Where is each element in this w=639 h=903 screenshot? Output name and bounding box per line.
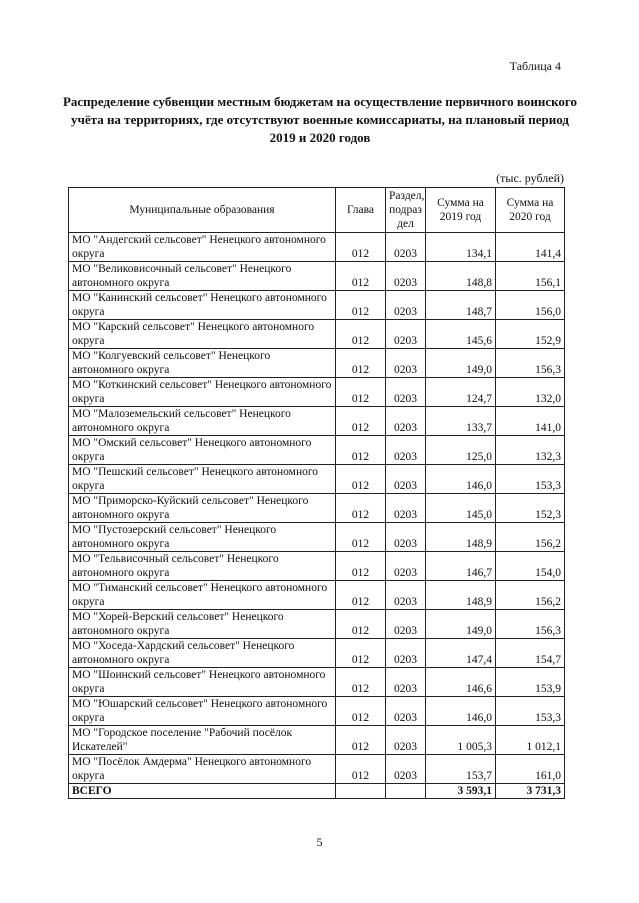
razdel-code: 0203 bbox=[386, 262, 426, 291]
sum-2019: 148,9 bbox=[426, 581, 496, 610]
glava-code: 012 bbox=[336, 523, 386, 552]
total-razdel-cell bbox=[386, 784, 426, 799]
table-row bbox=[69, 552, 565, 581]
razdel-code: 0203 bbox=[386, 291, 426, 320]
razdel-code: 0203 bbox=[386, 436, 426, 465]
glava-code: 012 bbox=[336, 755, 386, 784]
glava-code: 012 bbox=[336, 668, 386, 697]
sum-2020: 161,0 bbox=[496, 755, 565, 784]
sum-2019: 148,8 bbox=[426, 262, 496, 291]
razdel-code: 0203 bbox=[386, 523, 426, 552]
table-row bbox=[69, 668, 565, 697]
razdel-code: 0203 bbox=[386, 552, 426, 581]
header-municipalities: Муниципальные образования bbox=[69, 188, 336, 233]
razdel-code: 0203 bbox=[386, 639, 426, 668]
glava-code: 012 bbox=[336, 436, 386, 465]
table-row bbox=[69, 378, 565, 407]
razdel-code: 0203 bbox=[386, 755, 426, 784]
municipality-name: МО "Пешский сельсовет" Ненецкого автономного округа bbox=[69, 465, 336, 494]
sum-2020: 132,0 bbox=[496, 378, 565, 407]
sum-2020: 156,0 bbox=[496, 291, 565, 320]
sum-2019: 146,7 bbox=[426, 552, 496, 581]
sum-2019: 146,0 bbox=[426, 697, 496, 726]
sum-2020: 156,3 bbox=[496, 610, 565, 639]
municipality-name: МО "Коткинский сельсовет" Ненецкого автономного округа bbox=[69, 378, 336, 407]
glava-code: 012 bbox=[336, 552, 386, 581]
table-row bbox=[69, 639, 565, 668]
table-row bbox=[69, 581, 565, 610]
razdel-code: 0203 bbox=[386, 233, 426, 262]
sum-2019: 134,1 bbox=[426, 233, 496, 262]
sum-2019: 148,9 bbox=[426, 523, 496, 552]
municipality-name: МО "Городское поселение "Рабочий посёлок Искателей" bbox=[69, 726, 336, 755]
sum-2019: 147,4 bbox=[426, 639, 496, 668]
sum-2020: 1 012,1 bbox=[496, 726, 565, 755]
page-number: 5 bbox=[316, 835, 323, 849]
table-row bbox=[69, 697, 565, 726]
total-label: ВСЕГО bbox=[69, 784, 336, 799]
table-row bbox=[69, 349, 565, 378]
municipality-name: МО "Шоинский сельсовет" Ненецкого автономного округа bbox=[69, 668, 336, 697]
razdel-code: 0203 bbox=[386, 581, 426, 610]
table-row bbox=[69, 610, 565, 639]
municipality-name: МО "Тельвисочный сельсовет" Ненецкого автономного округа bbox=[69, 552, 336, 581]
razdel-code: 0203 bbox=[386, 726, 426, 755]
sum-2019: 124,7 bbox=[426, 378, 496, 407]
glava-code: 012 bbox=[336, 465, 386, 494]
municipality-name: МО "Великовисочный сельсовет" Ненецкого автономного округа bbox=[69, 262, 336, 291]
sum-2019: 148,7 bbox=[426, 291, 496, 320]
glava-code: 012 bbox=[336, 378, 386, 407]
header-sum-2020: Сумма на 2020 год bbox=[496, 188, 565, 233]
glava-code: 012 bbox=[336, 639, 386, 668]
municipality-name: МО "Колгуевский сельсовет" Ненецкого автономного округа bbox=[69, 349, 336, 378]
sum-2020: 141,0 bbox=[496, 407, 565, 436]
table-label: Таблица 4 bbox=[509, 59, 561, 73]
razdel-code: 0203 bbox=[386, 320, 426, 349]
total-glava-cell bbox=[336, 784, 386, 799]
glava-code: 012 bbox=[336, 697, 386, 726]
sum-2019: 146,0 bbox=[426, 465, 496, 494]
table-row bbox=[69, 291, 565, 320]
municipality-name: МО "Карский сельсовет" Ненецкого автономного округа bbox=[69, 320, 336, 349]
sum-2020: 154,0 bbox=[496, 552, 565, 581]
sum-2019: 133,7 bbox=[426, 407, 496, 436]
sum-2019: 1 005,3 bbox=[426, 726, 496, 755]
table-row bbox=[69, 465, 565, 494]
municipality-name: МО "Тиманский сельсовет" Ненецкого автономного округа bbox=[69, 581, 336, 610]
municipality-name: МО "Канинский сельсовет" Ненецкого автономного округа bbox=[69, 291, 336, 320]
document-title: Распределение субвенции местным бюджетам на осуществление первичного воинского учёта на территориях, где отсутствуют военные комиссариаты, на плановый период 2019 и 2020 годов bbox=[62, 94, 578, 145]
glava-code: 012 bbox=[336, 494, 386, 523]
table-row bbox=[69, 320, 565, 349]
table-row bbox=[69, 262, 565, 291]
sum-2019: 146,6 bbox=[426, 668, 496, 697]
glava-code: 012 bbox=[336, 726, 386, 755]
sum-2020: 154,7 bbox=[496, 639, 565, 668]
glava-code: 012 bbox=[336, 581, 386, 610]
table-row bbox=[69, 494, 565, 523]
sum-2020: 153,3 bbox=[496, 697, 565, 726]
sum-2020: 156,2 bbox=[496, 581, 565, 610]
header-sum-2019: Сумма на 2019 год bbox=[426, 188, 496, 233]
budget-table bbox=[68, 187, 565, 799]
glava-code: 012 bbox=[336, 610, 386, 639]
sum-2020: 153,9 bbox=[496, 668, 565, 697]
table-header-row bbox=[69, 188, 565, 233]
municipality-name: МО "Хоседа-Хардский сельсовет" Ненецкого автономного округа bbox=[69, 639, 336, 668]
municipality-name: МО "Хорей-Верский сельсовет" Ненецкого автономного округа bbox=[69, 610, 336, 639]
sum-2020: 156,1 bbox=[496, 262, 565, 291]
razdel-code: 0203 bbox=[386, 494, 426, 523]
razdel-code: 0203 bbox=[386, 349, 426, 378]
municipality-name: МО "Посёлок Амдерма" Ненецкого автономного округа bbox=[69, 755, 336, 784]
sum-2019: 149,0 bbox=[426, 349, 496, 378]
glava-code: 012 bbox=[336, 291, 386, 320]
glava-code: 012 bbox=[336, 407, 386, 436]
sum-2020: 156,2 bbox=[496, 523, 565, 552]
total-row bbox=[69, 784, 565, 799]
table-row bbox=[69, 726, 565, 755]
glava-code: 012 bbox=[336, 320, 386, 349]
glava-code: 012 bbox=[336, 233, 386, 262]
razdel-code: 0203 bbox=[386, 610, 426, 639]
total-sum-2020: 3 731,3 bbox=[496, 784, 565, 799]
header-razdel: Раздел, подраз дел bbox=[386, 188, 426, 233]
razdel-code: 0203 bbox=[386, 668, 426, 697]
sum-2020: 156,3 bbox=[496, 349, 565, 378]
sum-2019: 125,0 bbox=[426, 436, 496, 465]
glava-code: 012 bbox=[336, 262, 386, 291]
table-row bbox=[69, 407, 565, 436]
municipality-name: МО "Юшарский сельсовет" Ненецкого автономного округа bbox=[69, 697, 336, 726]
table-row bbox=[69, 755, 565, 784]
sum-2019: 153,7 bbox=[426, 755, 496, 784]
sum-2019: 145,6 bbox=[426, 320, 496, 349]
municipality-name: МО "Андегский сельсовет" Ненецкого автономного округа bbox=[69, 233, 336, 262]
razdel-code: 0203 bbox=[386, 378, 426, 407]
glava-code: 012 bbox=[336, 349, 386, 378]
municipality-name: МО "Пустозерский сельсовет" Ненецкого автономного округа bbox=[69, 523, 336, 552]
total-sum-2019: 3 593,1 bbox=[426, 784, 496, 799]
razdel-code: 0203 bbox=[386, 697, 426, 726]
header-glava: Глава bbox=[336, 188, 386, 233]
sum-2020: 141,4 bbox=[496, 233, 565, 262]
table-row bbox=[69, 436, 565, 465]
municipality-name: МО "Омский сельсовет" Ненецкого автономного округа bbox=[69, 436, 336, 465]
sum-2020: 153,3 bbox=[496, 465, 565, 494]
table-row bbox=[69, 233, 565, 262]
sum-2020: 152,3 bbox=[496, 494, 565, 523]
razdel-code: 0203 bbox=[386, 407, 426, 436]
table-row bbox=[69, 523, 565, 552]
municipality-name: МО "Приморско-Куйский сельсовет" Ненецкого автономного округа bbox=[69, 494, 336, 523]
sum-2020: 132,3 bbox=[496, 436, 565, 465]
units-label: (тыс. рублей) bbox=[496, 171, 564, 185]
sum-2020: 152,9 bbox=[496, 320, 565, 349]
razdel-code: 0203 bbox=[386, 465, 426, 494]
municipality-name: МО "Малоземельский сельсовет" Ненецкого автономного округа bbox=[69, 407, 336, 436]
sum-2019: 145,0 bbox=[426, 494, 496, 523]
sum-2019: 149,0 bbox=[426, 610, 496, 639]
